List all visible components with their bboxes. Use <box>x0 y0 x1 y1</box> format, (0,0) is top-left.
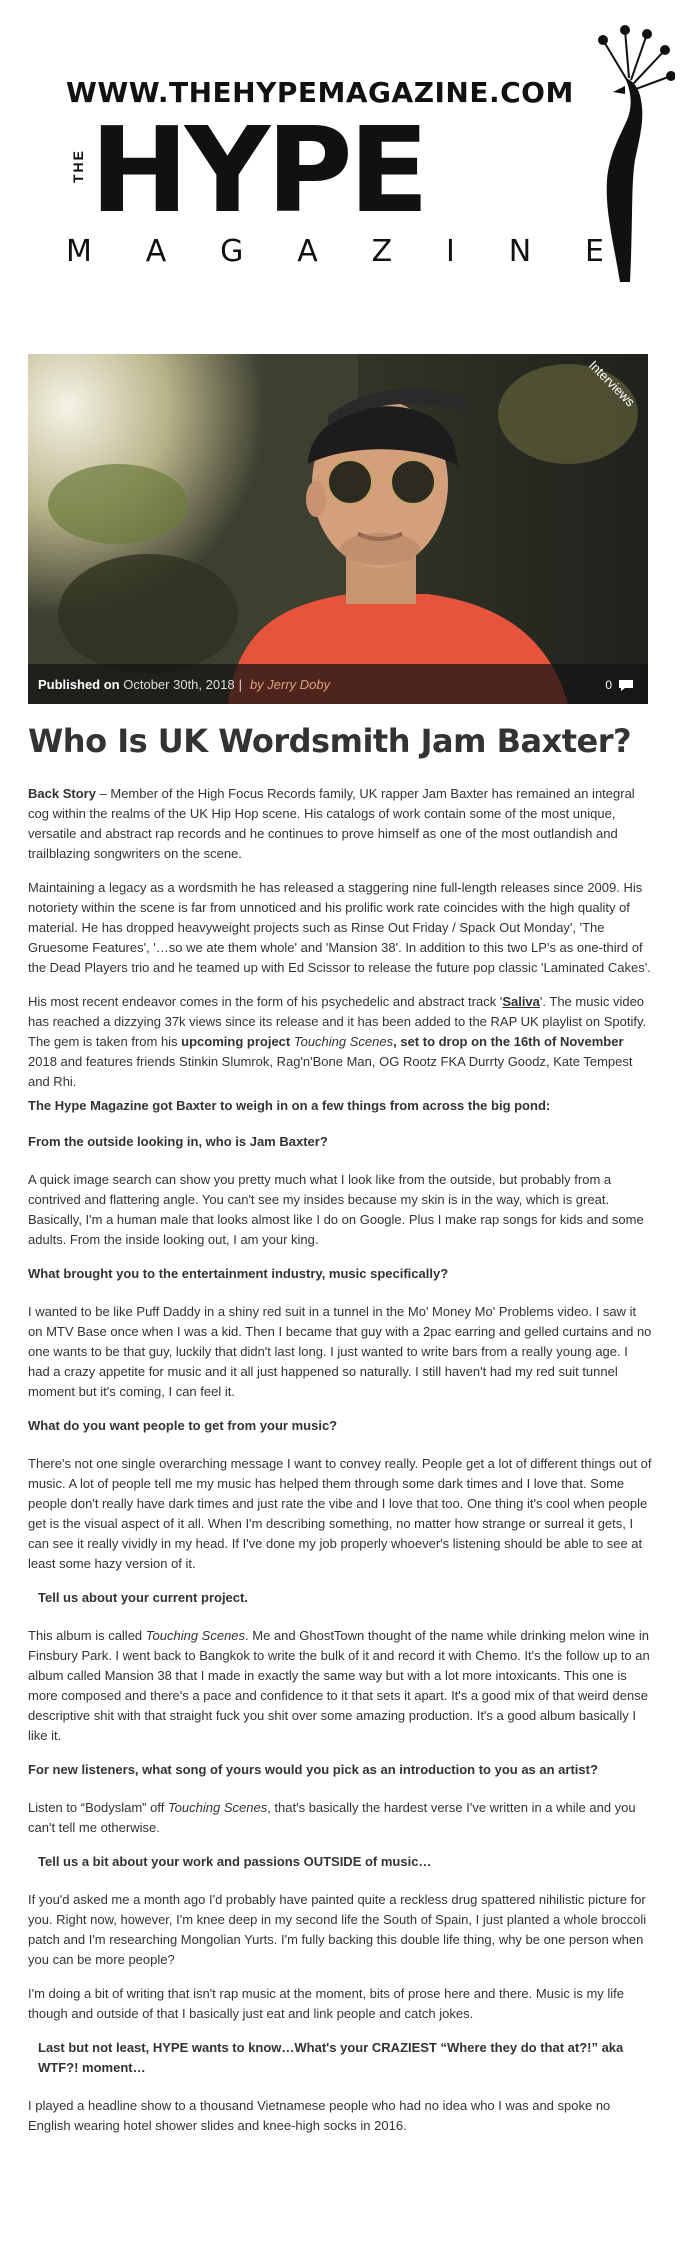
published-label: Published on <box>38 676 120 692</box>
answer: There's not one single overarching message I want to convey really. People get a lot of different things out of music. A lot of people tell me my music has helped them through some dark times and I love that. Some people don't really have dark times and just rate the vibe and I love that too. One thing it's cool when people get is the visual aspect of it all. When I'm describing something, no matter how strange or surreal it gets, I can see it really vividly in my head. If I've done my job properly whoever's listening should be able to see at least some hazy version of it. <box>28 1456 652 1571</box>
answer: This album is called Touching Scenes. Me and GhostTown thought of the name while drinking melon wine in Finsbury Park. I went back to Bangkok to write the bulk of it and record it with Chemo. It's the follow up to an album called Mansion 38 that I made in exactly the same way but with a lot more intoxicants. This one is more composed and there's a pace and confidence to it that sets it apart. It's a good mix of that weird dense descriptive shit with that straight fuck you shit over some amazing production. It's a good album basically I like it. <box>28 1628 650 1743</box>
author-link[interactable]: by Jerry Doby <box>249 676 331 692</box>
answer: I played a headline show to a thousand Vietnamese people who had no idea who I was and spoke no English wearing hotel shower slides and knee-high socks in 2016. <box>28 2098 611 2133</box>
featured-image[interactable] <box>28 354 648 704</box>
answer: I'm doing a bit of writing that isn't rap music at the moment, bits of prose here and there. Music is my life though and outside of that I basically just eat and link people and catch jokes. <box>28 1986 625 2021</box>
logo-url: WWW.THEHYPEMAGAZINE.COM <box>66 76 574 109</box>
saliva-link[interactable]: Saliva <box>502 994 540 1009</box>
question: Tell us about your current project. <box>38 1590 248 1605</box>
meta-separator: | <box>238 676 242 692</box>
logo-magazine: M A G A Z I N E <box>66 234 606 269</box>
bird-logo-icon <box>585 20 675 290</box>
question: From the outside looking in, who is Jam Baxter? <box>28 1134 328 1149</box>
article-title: Who Is UK Wordsmith Jam Baxter? <box>28 722 632 760</box>
question: What brought you to the entertainment industry, music specifically? <box>28 1266 449 1281</box>
comment-count[interactable] <box>605 678 634 692</box>
category-tag[interactable]: Interviews <box>586 357 638 410</box>
article-body <box>28 784 652 2150</box>
site-logo[interactable] <box>0 0 682 300</box>
question: What do you want people to get from your music? <box>28 1418 338 1433</box>
publish-date: October 30th, 2018 <box>123 676 235 692</box>
question: Last but not least, HYPE wants to know…What's your CRAZIEST “Where they do that at?!” aka WTF?! moment… <box>38 2040 624 2075</box>
answer: Listen to “Bodyslam” off Touching Scenes, that's basically the hardest verse I've written in a while and you can't tell me otherwise. <box>28 1800 636 1835</box>
post-meta-bar <box>28 664 648 704</box>
hero-photo <box>28 354 648 704</box>
question: For new listeners, what song of yours would you pick as an introduction to you as an artist? <box>28 1762 598 1777</box>
lead-in: The Hype Magazine got Baxter to weigh in on a few things from across the big pond: <box>28 1098 551 1113</box>
answer: I wanted to be like Puff Daddy in a shiny red suit in a tunnel in the Mo' Money Mo' Problems video. I saw it on MTV Base once when I was a kid. Then I became that guy with a 2pac earring and gelled curtains and no one wants to be that guy, luckily that didn't last long. I just wanted to write bars from a really young age. I had a crazy appetite for music and it all just happened so naturally. I still haven't had my red suit tunnel moment but it's coming, I can feel it. <box>28 1304 652 1399</box>
answer: If you'd asked me a month ago I'd probably have painted quite a reckless drug spattered nihilistic picture for you. Right now, however, I'm knee deep in my second life the South of Spain, I just planted a whole broccoli patch and I'm researching Mongolian Yurts. I'm fully backing this double life thing, why be one person when you can be more people? <box>28 1892 647 1967</box>
question: Tell us a bit about your work and passions OUTSIDE of music… <box>38 1854 432 1869</box>
comment-bubble-icon <box>618 679 634 692</box>
paragraph: Maintaining a legacy as a wordsmith he has released a staggering nine full-length releases since 2009. His notoriety within the scene is far from unnoticed and his prolific work rate coincides with the high quality of material. He has dropped heavyweight projects such as Rinse Out Friday / Spack Out Monday', 'The Gruesome Features', '…so we ate them whole' and 'Mansion 38'. In addition to this two LP's as one-third of the Dead Players trio and he teamed up with Ed Scissor to release the future pop classic 'Laminated Cakes'. <box>28 880 651 975</box>
logo-hype: HYPE <box>90 101 426 239</box>
paragraph: Back Story – Member of the High Focus Records family, UK rapper Jam Baxter has remained an integral cog within the realms of the UK Hip Hop scene. His catalogs of work contain some of the most unique, versatile and abstract rap records and he continues to prove himself as one of the most outlandish and trailblazing songwriters on the scene. <box>28 786 635 861</box>
logo-the: THE <box>70 149 86 183</box>
comment-count-value: 0 <box>605 678 612 692</box>
answer: A quick image search can show you pretty much what I look like from the outside, but probably from a contrived and flattering angle. You can't see my insides because my skin is in the way, which is great. Basically, I'm a human male that looks almost like I do on Google. Plus I make rap songs for kids and some adults. From the inside looking out, I am your king. <box>28 1172 644 1247</box>
paragraph: His most recent endeavor comes in the form of his psychedelic and abstract track 'Saliva'. The music video has reached a dizzying 37k views since its release and it has been added to the RAP UK playlist on Spotify. The gem is taken from his upcoming project Touching Scenes, set to drop on the 16th of November 2018 and features friends Stinkin Slumrok, Rag'n'Bone Man, OG Rootz FKA Durrty Goodz, Kate Tempest and Rhi. <box>28 994 647 1089</box>
